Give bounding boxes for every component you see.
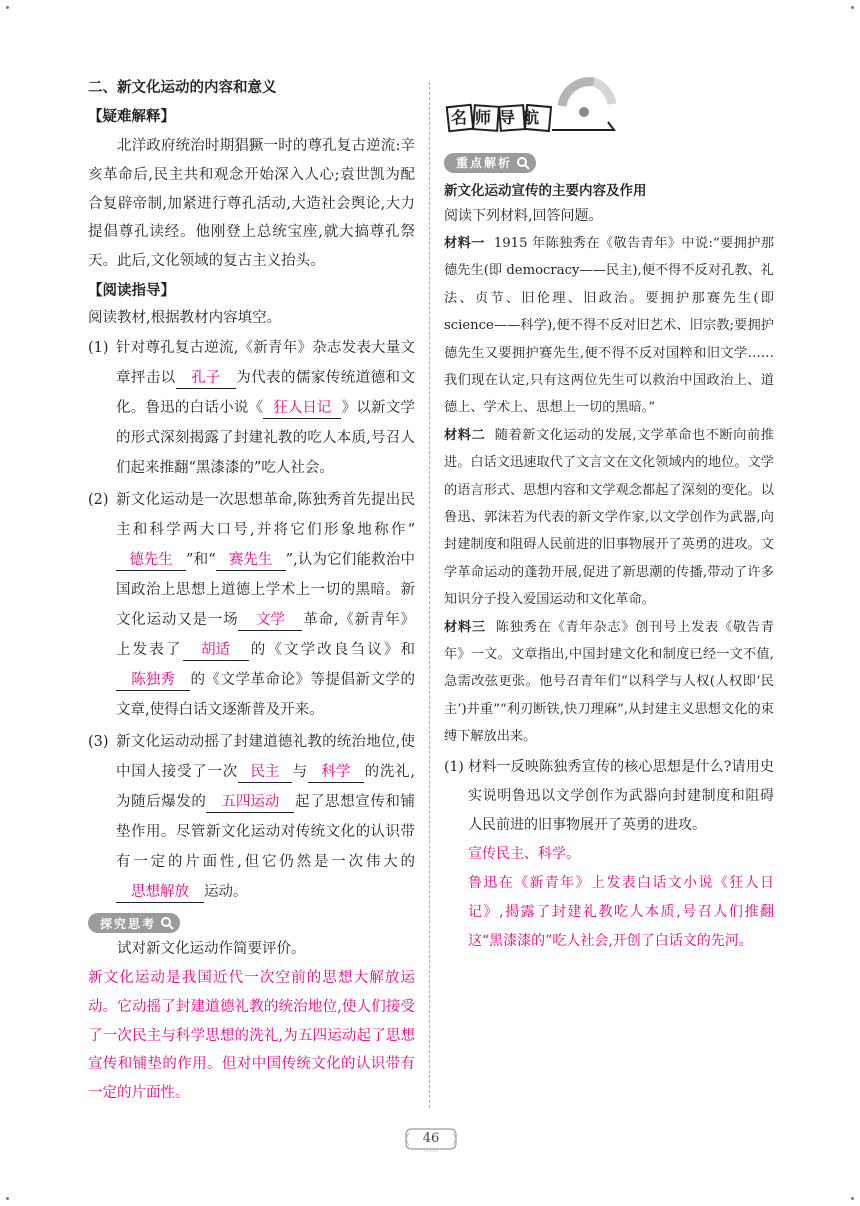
difficulty-label: 【疑难解释】 xyxy=(88,109,175,125)
column-divider xyxy=(429,82,430,1108)
explore-header xyxy=(88,913,415,934)
reading-intro: 阅读教材,根据教材内容填空。 xyxy=(88,309,282,326)
answer-blank: 科学 xyxy=(308,762,364,783)
crop-mark xyxy=(851,1197,854,1200)
answer-blank: 孔子 xyxy=(176,368,236,389)
answer-blank: 胡适 xyxy=(183,640,249,661)
material-label: 材料三 xyxy=(444,619,486,635)
question-text: 的《文学改良刍议》和 xyxy=(248,641,416,658)
material-label: 材料一 xyxy=(444,235,485,251)
magnifier-icon xyxy=(160,916,174,930)
question-text: 起了思想宣传和铺垫作用。尽管新文化运动对传统文化的认识带有一定的片面性,但它仍然是一次伟大的 xyxy=(116,793,416,870)
question-text: 新文化运动动摇了封建道德礼教的统治地位,使中国人接受了一次 xyxy=(116,733,415,780)
question-number: (2) xyxy=(88,491,109,508)
answer-blank: 民主 xyxy=(238,762,292,783)
question-text: ”和“ xyxy=(186,551,216,568)
answer-blank: 狂人日记 xyxy=(263,398,341,419)
question-text: 与 xyxy=(291,763,308,780)
question-2 xyxy=(88,485,415,725)
banner-title: 名师导航 xyxy=(451,108,548,127)
question-text: 》以新文学的形式深刻揭露了封建礼教的吃人本质,号召人们起来推翻“黑漆漆的”吃人社会。 xyxy=(116,399,416,476)
answer-blank: 德先生 xyxy=(116,550,186,571)
answer-blank: 陈独秀 xyxy=(116,670,190,691)
explore-answer: 新文化运动是我国近代一次空前的思想大解放运动。它动摇了封建道德礼教的统治地位,使人们接受了一次民主与科学思想的洗礼,为五四运动起了思想宣传和铺垫的作用。但对中国传统文化的认识带有一定的片面性。 xyxy=(88,970,415,1102)
difficulty-text: 北洋政府统治时期猖獗一时的尊孔复古逆流:辛亥革命后,民主共和观念开始深入人心;袁世凯为配合复辟帝制,加紧进行尊孔活动,大造社会舆论,大力提倡尊孔读经。他刚登上总统宝座,就大搞尊孔祭天。此后,文化领域的复古主义抬头。 xyxy=(88,138,415,270)
instruction: 阅读下列材料,回答问题。 xyxy=(444,207,603,224)
question-text: 运动。 xyxy=(204,883,248,900)
question-text: 为代表的儒家传统道德和文化。鲁迅的白话小说《 xyxy=(116,369,415,416)
explore-question: 试对新文化运动作简要评价。 xyxy=(117,941,306,958)
material-label: 材料二 xyxy=(444,427,486,443)
material-text: 随着新文化运动的发展,文学革命也不断向前推进。白话文迅速取代了文言文在文化领域内的地位。文学的语言形式、思想内容和文学观念都起了深刻的变化。以鲁迅、郭沫若为代表的新文学作家,以文学创作为武器,向封建制度和阻碍人民前进的旧事物展开了英勇的进攻。文学革命运动的蓬勃开展,促进了新思潮的传播,带动了许多知识分子投入爱国运动和文化革命。 xyxy=(444,427,774,608)
question-text: ”,认为它们能救治中国政治上思想上道德上学术上一切的黑暗。新文化运动又是一场 xyxy=(116,551,415,628)
page-number: 46 xyxy=(422,1131,440,1146)
left-column xyxy=(88,76,415,1108)
material-1 xyxy=(444,230,774,422)
key-header xyxy=(444,152,774,173)
answer-1b: 鲁迅在《新青年》上发表白话文小说《狂人日记》,揭露了封建礼教吃人本质,号召人们推翻这“黑漆漆的”吃人社会,开创了白话文的先河。 xyxy=(468,874,774,949)
crop-mark xyxy=(851,6,854,9)
material-text: 陈独秀在《青年杂志》创刊号上发表《敬告青年》一文。文章指出,中国封建文化和制度已经一文不值,急需改弦更张。他号召青年们“以科学与人权(人权即‘民主’)并重”“利刃断铁,快刀理麻”,从封建主义思想文化的束缚下解放出来。 xyxy=(444,619,775,745)
answer-1a: 宣传民主、科学。 xyxy=(468,845,580,862)
key-pill xyxy=(444,153,536,173)
teacher-guide-banner xyxy=(444,76,774,140)
topic-title: 新文化运动宣传的主要内容及作用 xyxy=(444,182,647,199)
magnifier-icon xyxy=(516,156,530,170)
right-column xyxy=(444,76,774,956)
pill-label: 重点解析 xyxy=(456,156,513,170)
question-number: (1) xyxy=(88,339,109,356)
question-text: 革命,《新青年》上发表了 xyxy=(116,611,416,658)
answer-blank: 思想解放 xyxy=(116,882,204,903)
question-1 xyxy=(88,333,415,483)
question-text: 针对尊孔复古逆流,《新青年》杂志发表大量文章抨击以 xyxy=(116,339,415,386)
crop-mark xyxy=(6,6,9,9)
section-title: 二、新文化运动的内容和意义 xyxy=(88,80,277,96)
question-text: 的《文学革命论》等提倡新文学的文章,使得白话文逐渐普及开来。 xyxy=(116,671,415,718)
question-text: 的洗礼,为随后爆发的 xyxy=(116,763,415,810)
question-number: (3) xyxy=(88,733,109,750)
question-number: (1) xyxy=(444,758,464,775)
answer-blank: 文学 xyxy=(238,610,302,631)
pill-label: 探究思考 xyxy=(100,916,157,931)
material-3 xyxy=(444,614,774,751)
crop-mark xyxy=(6,1197,9,1200)
reading-label: 【阅读指导】 xyxy=(88,282,175,299)
answer-blank: 五四运动 xyxy=(206,792,294,813)
question-text: 新文化运动是一次思想革命,陈独秀首先提出民主和科学两大口号,并将它们形象地称作“ xyxy=(116,491,415,538)
question-text: 材料一反映陈独秀宣传的核心思想是什么?请用史实说明鲁迅以文学创作为武器向封建制度和阻碍人民前进的旧事物展开了英勇的进攻。 xyxy=(468,758,774,833)
material-2 xyxy=(444,422,774,614)
question-3 xyxy=(88,727,415,907)
explore-pill xyxy=(88,913,180,933)
page-number-badge xyxy=(404,1125,458,1153)
answer-blank: 赛先生 xyxy=(216,550,286,571)
material-text: 1915 年陈独秀在《敬告青年》中说:“要拥护那德先生(即 democracy——民主),便不得不反对孔教、礼法、贞节、旧伦理、旧政治。要拥护那赛先生(即 science——科学),便不得不反对旧艺术、旧宗教;要拥护德先生又要拥护赛先生,便不得不反对国粹和旧文学……我们现在认定,只有这两位先生可以救治中国政治上、道德上、学术上、思想上一切的黑暗。” xyxy=(444,235,775,416)
material-question-1 xyxy=(444,753,774,840)
